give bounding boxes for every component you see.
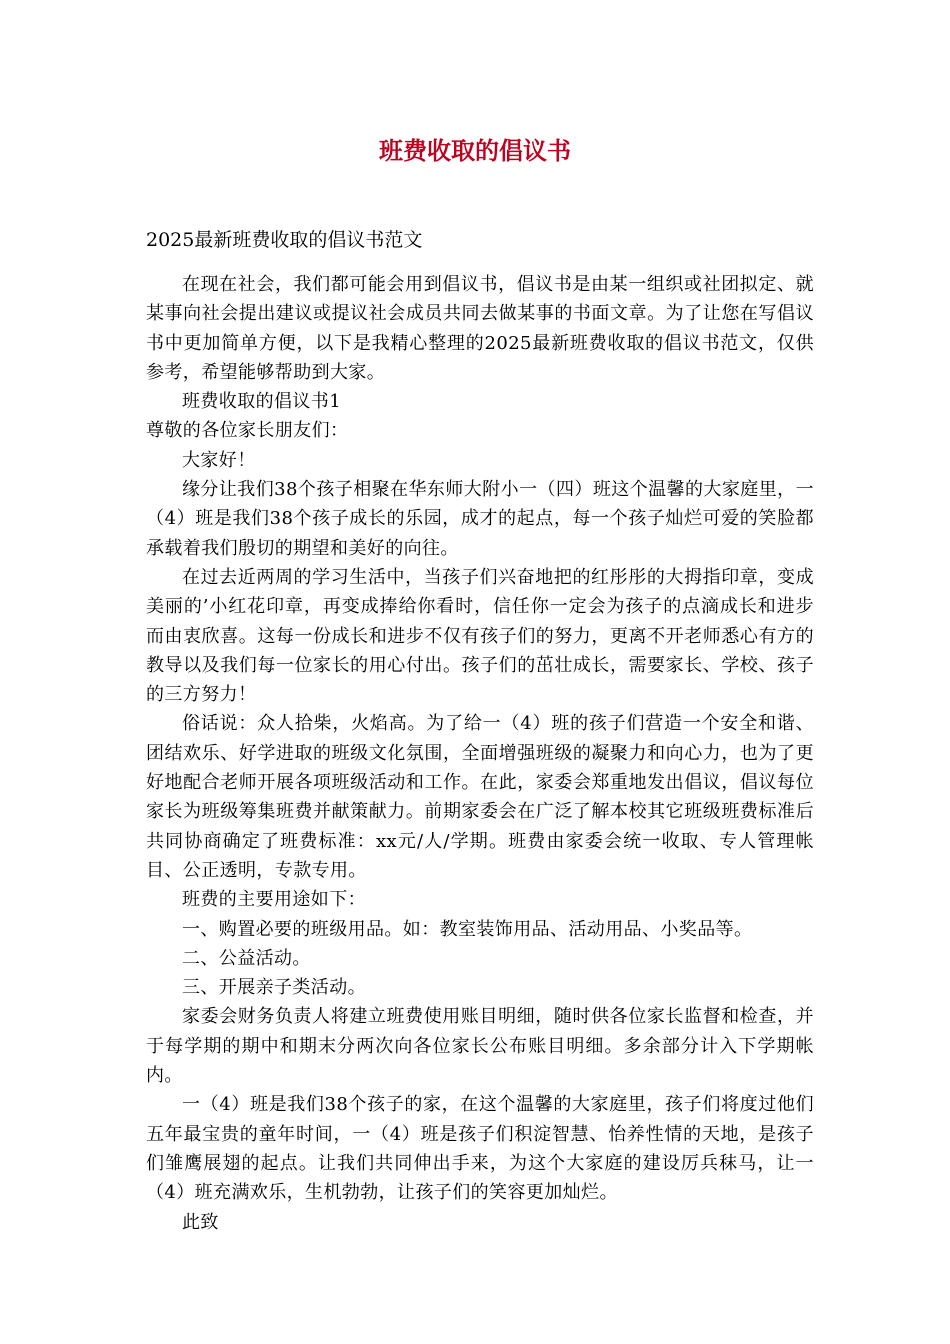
body-paragraph: 此致 (182, 1211, 219, 1233)
body-paragraph: 缘分让我们38个孩子相聚在华东师大附小一（四）班这个温馨的大家庭里，一（4）班是我们38个孩子成长的乐园，成才的起点，每一个孩子灿烂可爱的笑脸都承载着我们殷切的期望和美好的向往。 (146, 479, 814, 559)
body-paragraph: 一（4）班是我们38个孩子的家，在这个温馨的大家庭里，孩子们将度过他们五年最宝贵的童年时间，一（4）班是孩子们积淀智慧、怡养性情的天地，是孩子们雏鹰展翅的起点。让我们共同伸出手来，为这个大家庭的建设厉兵秣马，让一（4）班充满欢乐，生机勃勃，让孩子们的笑容更加灿烂。 (146, 1094, 814, 1204)
body-paragraph: 一、购置必要的班级用品。如：教室装饰用品、活动用品、小奖品等。 (182, 918, 753, 940)
document-title: 班费收取的倡议书 (379, 137, 571, 165)
body-paragraph: 尊敬的各位家长朋友们： (146, 420, 349, 442)
body-paragraph: 在过去近两周的学习生活中，当孩子们兴奋地把的红彤彤的大拇指印章，变成美丽的’小红花印章，再变成捧给你看时，信任你一定会为孩子的点滴成长和进步而由衷欣喜。这每一份成长和进步不仅有孩子们的努力，更离不开老师悉心有方的教导以及我们每一位家长的用心付出。孩子们的茁壮成长，需要家长、学校、孩子的三方努力！ (146, 566, 814, 706)
body-paragraph: 大家好！ (182, 449, 256, 471)
body-paragraph: 家委会财务负责人将建立班费使用账目明细，随时供各位家长监督和检查，并于每学期的期中和期末分两次向各位家长公布账目明细。多余部分计入下学期帐内。 (146, 1006, 814, 1087)
body-paragraph: 在现在社会，我们都可能会用到倡议书，倡议书是由某一组织或社团拟定、就某事向社会提出建议或提议社会成员共同去做某事的书面文章。为了让您在写倡议书中更加简单方便，以下是我精心整理的2025最新班费收取的倡议书范文，仅供参考，希望能够帮助到大家。 (146, 274, 814, 383)
body-paragraph: 二、公益活动。 (182, 947, 311, 969)
body-paragraph: 三、开展亲子类活动。 (182, 977, 366, 999)
document-subtitle: 2025最新班费收取的倡议书范文 (146, 229, 423, 251)
body-paragraph: 班费收取的倡议书1 (182, 391, 342, 413)
body-paragraph: 班费的主要用途如下： (182, 889, 366, 911)
document-body (146, 270, 814, 1237)
body-paragraph: 俗话说：众人拾柴，火焰高。为了给一（4）班的孩子们营造一个安全和谐、团结欢乐、好学进取的班级文化氛围，全面增强班级的凝聚力和向心力，也为了更好地配合老师开展各项班级活动和工作。在此，家委会郑重地发出倡议，倡议每位家长为班级筹集班费并献策献力。前期家委会在广泛了解本校其它班级班费标准后共同协商确定了班费标准：xx元/人/学期。班费由家委会统一收取、专人管理帐目、公正透明，专款专用。 (146, 713, 814, 881)
